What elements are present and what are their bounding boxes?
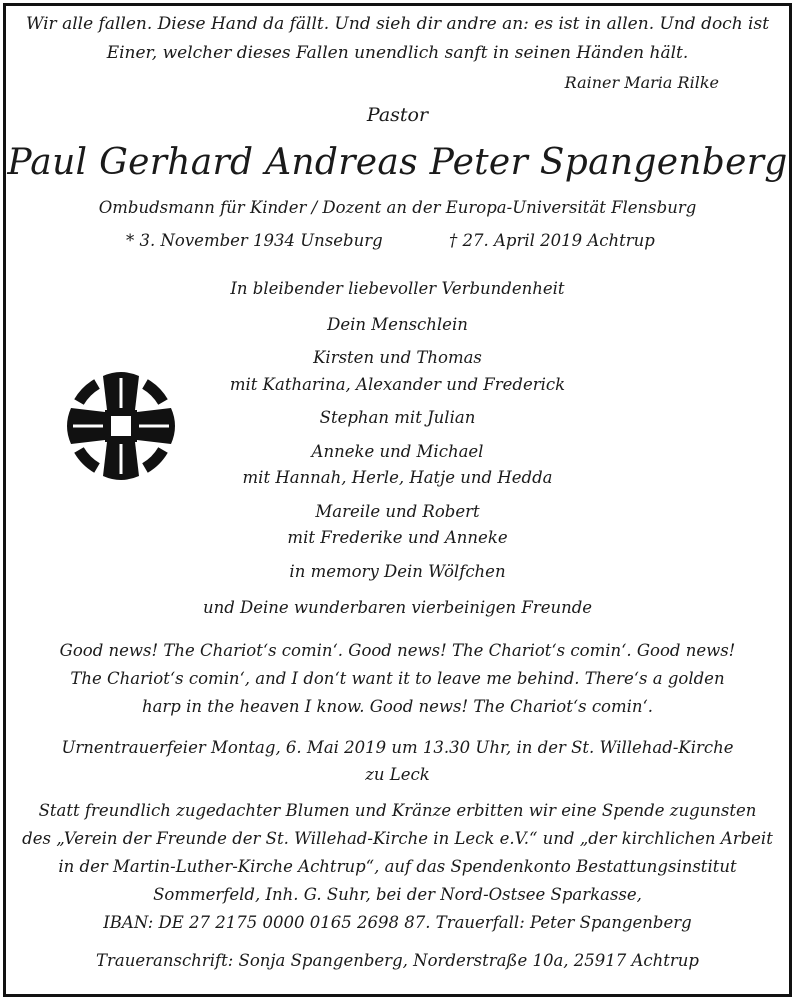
deceased-title: Pastor xyxy=(366,104,429,126)
ceremony-line: zu Leck xyxy=(365,765,430,784)
life-dates xyxy=(6,231,789,255)
birth-date: * 3. November 1934 Unseburg xyxy=(126,231,383,250)
donation-line: des „Verein der Freunde der St. Willehad-Kirche in Leck e.V.“ und „der kirchlichen Arbeit xyxy=(22,829,773,848)
family-line: und Deine wunderbaren vierbeinigen Freunde xyxy=(202,598,593,617)
deceased-name: Paul Gerhard Andreas Peter Spangenberg xyxy=(7,142,788,183)
death-date: † 27. April 2019 Achtrup xyxy=(449,231,655,250)
family-line: Kirsten und Thomas xyxy=(313,348,482,367)
song-line: Good news! The Chariot‘s comin‘. Good news! The Chariot‘s comin‘. Good news! xyxy=(59,641,736,660)
donation-line: Statt freundlich zugedachter Blumen und Kränze erbitten wir eine Spende zugunsten xyxy=(38,801,757,820)
family-line: in memory Dein Wölfchen xyxy=(289,562,506,581)
ceremony-line: Urnentrauerfeier Montag, 6. Mai 2019 um 13.30 Uhr, in der St. Willehad-Kirche xyxy=(61,738,734,757)
family-line: Stephan mit Julian xyxy=(319,408,476,427)
donation-line: IBAN: DE 27 2175 0000 0165 2698 87. Trauerfall: Peter Spangenberg xyxy=(103,913,692,932)
family-line: mit Katharina, Alexander und Frederick xyxy=(229,375,566,394)
family-line: Dein Menschlein xyxy=(327,315,468,334)
deceased-subtitle: Ombudsmann für Kinder / Dozent an der Europa-Universität Flensburg xyxy=(98,198,697,217)
family-line: mit Frederike und Anneke xyxy=(287,528,508,547)
quote-author: Rainer Maria Rilke xyxy=(564,73,719,92)
obituary-notice xyxy=(3,3,792,997)
quote-line-1: Wir alle fallen. Diese Hand da fällt. Und sieh dir andre an: es ist in allen. Und doch ist xyxy=(25,14,770,34)
song-line: harp in the heaven I know. Good news! The Chariot‘s comin‘. xyxy=(141,697,654,716)
family-line: Anneke und Michael xyxy=(311,442,484,461)
mourning-address: Traueranschrift: Sonja Spangenberg, Norderstraße 10a, 25917 Achtrup xyxy=(96,951,699,970)
family-line: Mareile und Robert xyxy=(315,502,480,521)
song-line: The Chariot‘s comin‘, and I don‘t want it to leave me behind. There‘s a golden xyxy=(70,669,725,688)
family-line: mit Hannah, Herle, Hatje und Hedda xyxy=(242,468,553,487)
quote-line-2: Einer, welcher dieses Fallen unendlich sanft in seinen Händen hält. xyxy=(106,43,689,63)
family-line: In bleibender liebevoller Verbundenheit xyxy=(230,279,565,298)
donation-line: Sommerfeld, Inh. G. Suhr, bei der Nord-Ostsee Sparkasse, xyxy=(153,885,642,904)
donation-line: in der Martin-Luther-Kirche Achtrup“, auf das Spendenkonto Bestattungsinstitut xyxy=(58,857,737,876)
